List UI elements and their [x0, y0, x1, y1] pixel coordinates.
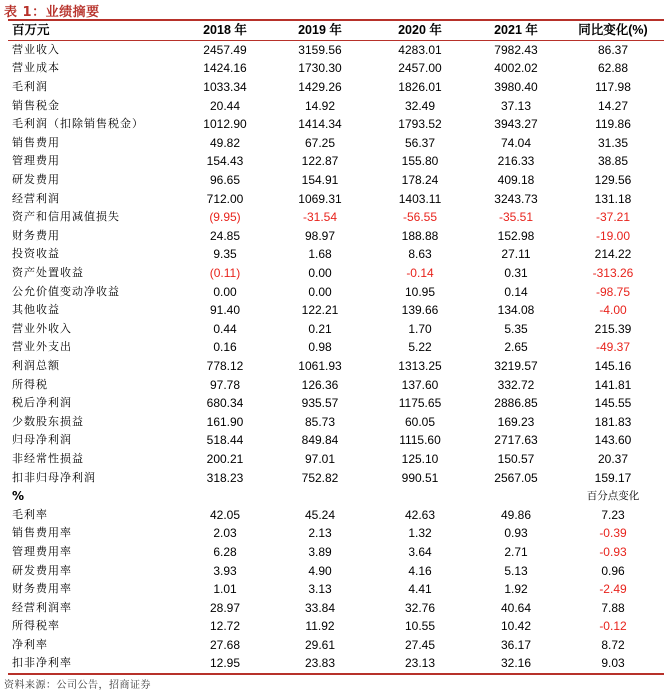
table-row	[8, 282, 664, 301]
ratio-row	[8, 580, 664, 599]
cell-value: 6.28	[213, 544, 237, 559]
cell-value: 0.98	[308, 340, 332, 355]
cell-value: 1033.34	[203, 80, 247, 95]
cell-value: 2.03	[213, 526, 237, 541]
cell-value: 0.96	[601, 563, 625, 578]
table-row	[8, 40, 664, 59]
cell-value: 214.22	[594, 247, 632, 262]
row-label: 资产和信用减值损失	[12, 210, 120, 224]
header-2019: 2019 年	[270, 20, 370, 40]
ratio-row	[8, 617, 664, 636]
cell-value: 518.44	[206, 433, 244, 448]
table-row	[8, 208, 664, 227]
cell-value: 3.13	[308, 582, 332, 597]
cell-value: 45.24	[304, 507, 336, 522]
cell-value: 4002.02	[494, 61, 538, 76]
cell-value: 86.37	[597, 42, 629, 57]
cell-value: 10.95	[404, 284, 436, 299]
table-row	[8, 227, 664, 246]
cell-value: 10.55	[404, 619, 436, 634]
row-label: 资产处置收益	[12, 266, 84, 280]
cell-value: 137.60	[401, 377, 439, 392]
cell-value: 1424.16	[203, 61, 247, 76]
row-label: 公允价值变动净收益	[12, 284, 120, 298]
cell-value: 3243.73	[494, 191, 538, 206]
header-unit: 百万元	[8, 20, 180, 40]
cell-value: 332.72	[497, 377, 535, 392]
cell-value: 27.45	[404, 637, 436, 652]
table-body	[8, 40, 664, 674]
cell-value: 20.44	[209, 98, 241, 113]
table-row	[8, 301, 664, 320]
cell-value: 2.13	[308, 526, 332, 541]
cell-value: 150.57	[497, 451, 535, 466]
section-change-note: 百分点变化	[586, 490, 640, 503]
cell-value: 122.21	[301, 303, 339, 318]
cell-value: 141.81	[594, 377, 632, 392]
cell-value: 36.17	[500, 637, 532, 652]
cell-value: 49.82	[209, 135, 241, 150]
cell-value: 49.86	[500, 507, 532, 522]
cell-value: (9.95)	[209, 210, 241, 225]
cell-value: 1.32	[408, 526, 432, 541]
cell-value: 97.01	[304, 451, 336, 466]
cell-value: 28.97	[209, 600, 241, 615]
cell-value: 37.13	[500, 98, 532, 113]
row-label: 净利率	[12, 637, 48, 651]
cell-value: 680.34	[206, 396, 244, 411]
row-label: 营业成本	[12, 61, 60, 75]
row-label: 营业外支出	[12, 340, 72, 354]
cell-value: 1069.31	[298, 191, 342, 206]
cell-value: 752.82	[301, 470, 339, 485]
cell-value: 1.01	[213, 582, 237, 597]
cell-value: 0.14	[504, 284, 528, 299]
cell-value: 23.13	[370, 654, 470, 674]
cell-value: 29.61	[304, 637, 336, 652]
cell-value: (0.11)	[209, 266, 241, 281]
cell-value: 0.44	[213, 321, 237, 336]
cell-value: 3980.40	[494, 80, 538, 95]
cell-value: 409.18	[497, 173, 535, 188]
cell-value: 14.27	[597, 98, 629, 113]
empty-cell	[470, 487, 562, 506]
row-label: 营业收入	[12, 42, 60, 56]
cell-value: 2457.00	[398, 61, 442, 76]
cell-value: 5.13	[504, 563, 528, 578]
cell-value: 2567.05	[494, 470, 538, 485]
ratio-row	[8, 543, 664, 562]
row-label: 所得税	[12, 377, 48, 391]
row-label: 毛利润（扣除销售税金）	[12, 117, 144, 131]
cell-value: 20.37	[597, 451, 629, 466]
cell-value: 10.42	[500, 619, 532, 634]
ratio-row	[8, 598, 664, 617]
cell-value: 155.80	[401, 154, 439, 169]
row-label: 其他收益	[12, 303, 60, 317]
cell-value: 131.18	[594, 191, 632, 206]
table-row	[8, 357, 664, 376]
cell-value: -31.54	[302, 210, 338, 225]
cell-value: 139.66	[401, 303, 439, 318]
cell-value: 85.73	[304, 414, 336, 429]
cell-value: 1313.25	[398, 358, 442, 373]
table-row	[8, 115, 664, 134]
cell-value: 1.68	[308, 247, 332, 262]
cell-value: 1730.30	[298, 61, 342, 76]
cell-value: 42.05	[209, 507, 241, 522]
cell-value: 9.03	[562, 654, 664, 674]
cell-value: 98.97	[304, 228, 336, 243]
cell-value: 4.41	[408, 582, 432, 597]
cell-value: 152.98	[497, 228, 535, 243]
cell-value: -313.26	[592, 266, 634, 281]
cell-value: 7.23	[601, 507, 625, 522]
cell-value: 12.72	[209, 619, 241, 634]
row-label: 销售税金	[12, 98, 60, 112]
cell-value: 40.64	[500, 600, 532, 615]
cell-value: 33.84	[304, 600, 336, 615]
cell-value: 849.84	[301, 433, 339, 448]
cell-value: 4.16	[408, 563, 432, 578]
row-label: 财务费用率	[12, 582, 72, 596]
cell-value: -98.75	[595, 284, 631, 299]
cell-value: 2.71	[504, 544, 528, 559]
cell-value: 2717.63	[494, 433, 538, 448]
cell-value: 125.10	[401, 451, 439, 466]
table-row	[8, 320, 664, 339]
row-label: 管理费用	[12, 154, 60, 168]
row-label: 研发费用率	[12, 563, 72, 577]
header-yoy-change: 同比变化(%)	[562, 20, 664, 40]
cell-value: 8.63	[408, 247, 432, 262]
cell-value: 60.05	[404, 414, 436, 429]
cell-value: 778.12	[206, 358, 244, 373]
ratio-row	[8, 524, 664, 543]
cell-value: -56.55	[402, 210, 438, 225]
cell-value: -49.37	[595, 340, 631, 355]
cell-value: 3.93	[213, 563, 237, 578]
cell-value: 1793.52	[398, 117, 442, 132]
cell-value: 31.35	[597, 135, 629, 150]
cell-value: 97.78	[209, 377, 241, 392]
ratio-row	[8, 505, 664, 524]
cell-value: 96.65	[209, 173, 241, 188]
row-label: 销售费用	[12, 135, 60, 149]
cell-value: 188.88	[401, 228, 439, 243]
cell-value: 3.89	[308, 544, 332, 559]
cell-value: 129.56	[594, 173, 632, 188]
cell-value: 24.85	[209, 228, 241, 243]
table-row	[8, 171, 664, 190]
table-caption: 表 1：业绩摘要	[4, 5, 100, 20]
cell-value: 1115.60	[399, 433, 441, 448]
cell-value: 318.23	[206, 470, 244, 485]
empty-cell	[270, 487, 370, 506]
row-label: 扣非归母净利润	[12, 470, 96, 484]
row-label: 营业外收入	[12, 321, 72, 335]
header-2021: 2021 年	[470, 20, 562, 40]
cell-value: 200.21	[206, 451, 244, 466]
table-row	[8, 134, 664, 153]
table-row	[8, 394, 664, 413]
cell-value: 1.70	[408, 321, 432, 336]
cell-value: -0.39	[599, 526, 627, 541]
table-row	[8, 431, 664, 450]
cell-value: 216.33	[497, 154, 535, 169]
cell-value: 0.00	[308, 266, 332, 281]
cell-value: 0.31	[504, 266, 528, 281]
row-label: 非经常性损益	[12, 451, 84, 465]
table-row	[8, 412, 664, 431]
cell-value: -19.00	[595, 228, 631, 243]
cell-value: 1826.01	[398, 80, 442, 95]
cell-value: -37.21	[595, 210, 631, 225]
row-label: 毛利率	[12, 507, 48, 521]
cell-value: 154.91	[301, 173, 339, 188]
cell-value: 0.00	[308, 284, 332, 299]
row-label: 扣非净利率	[8, 654, 180, 674]
cell-value: 91.40	[209, 303, 241, 318]
cell-value: 126.36	[301, 377, 339, 392]
row-label: 少数股东损益	[12, 414, 84, 428]
table-row	[8, 338, 664, 357]
row-label: 投资收益	[12, 247, 60, 261]
cell-value: 67.25	[304, 135, 336, 150]
header-2018: 2018 年	[180, 20, 270, 40]
empty-cell	[370, 487, 470, 506]
cell-value: 0.21	[308, 321, 332, 336]
cell-value: 8.72	[601, 637, 625, 652]
row-label: 经营利润率	[12, 600, 72, 614]
cell-value: 5.35	[504, 321, 528, 336]
cell-value: 5.22	[408, 340, 432, 355]
row-label: 利润总额	[12, 358, 60, 372]
ratio-row	[8, 561, 664, 580]
cell-value: 27.11	[501, 247, 531, 262]
table-row	[8, 78, 664, 97]
cell-value: -0.12	[599, 619, 627, 634]
table-row	[8, 59, 664, 78]
cell-value: 134.08	[497, 303, 535, 318]
cell-value: 119.86	[595, 117, 631, 132]
row-label: 财务费用	[12, 228, 60, 242]
header-2020: 2020 年	[370, 20, 470, 40]
performance-summary-table	[8, 19, 664, 675]
table-row	[8, 245, 664, 264]
cell-value: 32.16	[470, 654, 562, 674]
cell-value: 14.92	[304, 98, 336, 113]
table-row	[8, 96, 664, 115]
cell-value: 3.64	[408, 544, 432, 559]
cell-value: 3219.57	[494, 358, 538, 373]
section-header-row	[8, 487, 664, 506]
row-label: 研发费用	[12, 173, 60, 187]
cell-value: 12.95	[180, 654, 270, 674]
cell-value: 0.93	[504, 526, 528, 541]
cell-value: 122.87	[301, 154, 339, 169]
cell-value: 0.16	[213, 340, 237, 355]
cell-value: 145.55	[594, 396, 632, 411]
table-row	[8, 468, 664, 487]
source-note: 资料来源：公司公告，招商证券	[4, 680, 151, 691]
cell-value: 215.39	[594, 321, 632, 336]
cell-value: 32.49	[404, 98, 436, 113]
cell-value: 178.24	[401, 173, 439, 188]
cell-value: 23.83	[270, 654, 370, 674]
cell-value: 11.92	[305, 619, 335, 634]
cell-value: 161.90	[206, 414, 244, 429]
ratio-row	[8, 654, 664, 674]
row-label: 毛利润	[12, 80, 48, 94]
table-row	[8, 264, 664, 283]
cell-value: 1061.93	[298, 358, 342, 373]
cell-value: 2.65	[504, 340, 528, 355]
cell-value: 7.88	[601, 600, 625, 615]
cell-value: 7982.43	[494, 42, 538, 57]
cell-value: 990.51	[401, 470, 439, 485]
table-row	[8, 375, 664, 394]
cell-value: 27.68	[209, 637, 241, 652]
cell-value: 117.98	[595, 80, 631, 95]
cell-value: 3159.56	[298, 42, 342, 57]
empty-cell	[180, 487, 270, 506]
cell-value: 4283.01	[398, 42, 442, 57]
ratio-row	[8, 636, 664, 655]
table-header-row	[8, 20, 664, 40]
row-label: 经营利润	[12, 191, 60, 205]
cell-value: 0.00	[213, 284, 237, 299]
row-label: 税后净利润	[12, 396, 72, 410]
cell-value: 154.43	[206, 154, 244, 169]
cell-value: 38.85	[597, 154, 629, 169]
cell-value: 159.17	[594, 470, 632, 485]
cell-value: 9.35	[213, 247, 237, 262]
cell-value: -35.51	[498, 210, 534, 225]
cell-value: 1414.34	[298, 117, 342, 132]
row-label: 管理费用率	[12, 544, 72, 558]
row-label: 销售费用率	[12, 526, 72, 540]
cell-value: 1175.65	[398, 396, 442, 411]
cell-value: 1429.26	[298, 80, 342, 95]
cell-value: 145.16	[594, 358, 632, 373]
cell-value: -0.14	[406, 266, 434, 281]
cell-value: 74.04	[500, 135, 532, 150]
cell-value: 169.23	[497, 414, 535, 429]
cell-value: 3943.27	[494, 117, 538, 132]
cell-value: 181.83	[594, 414, 632, 429]
cell-value: 62.88	[597, 61, 629, 76]
cell-value: 712.00	[206, 191, 244, 206]
table-row	[8, 450, 664, 469]
cell-value: 56.37	[404, 135, 436, 150]
table-row	[8, 189, 664, 208]
cell-value: 2886.85	[494, 396, 538, 411]
cell-value: 32.76	[404, 600, 436, 615]
cell-value: 4.90	[308, 563, 332, 578]
section-label: %	[12, 489, 26, 504]
cell-value: -4.00	[599, 303, 627, 318]
cell-value: 1403.11	[398, 191, 442, 206]
row-label: 所得税率	[12, 619, 60, 633]
cell-value: 2457.49	[203, 42, 247, 57]
row-label: 归母净利润	[12, 433, 72, 447]
cell-value: 42.63	[404, 507, 436, 522]
cell-value: -0.93	[599, 544, 627, 559]
cell-value: 1012.90	[203, 117, 247, 132]
cell-value: -2.49	[599, 582, 627, 597]
cell-value: 143.60	[594, 433, 632, 448]
cell-value: 1.92	[504, 582, 528, 597]
table-row	[8, 152, 664, 171]
cell-value: 935.57	[301, 396, 339, 411]
